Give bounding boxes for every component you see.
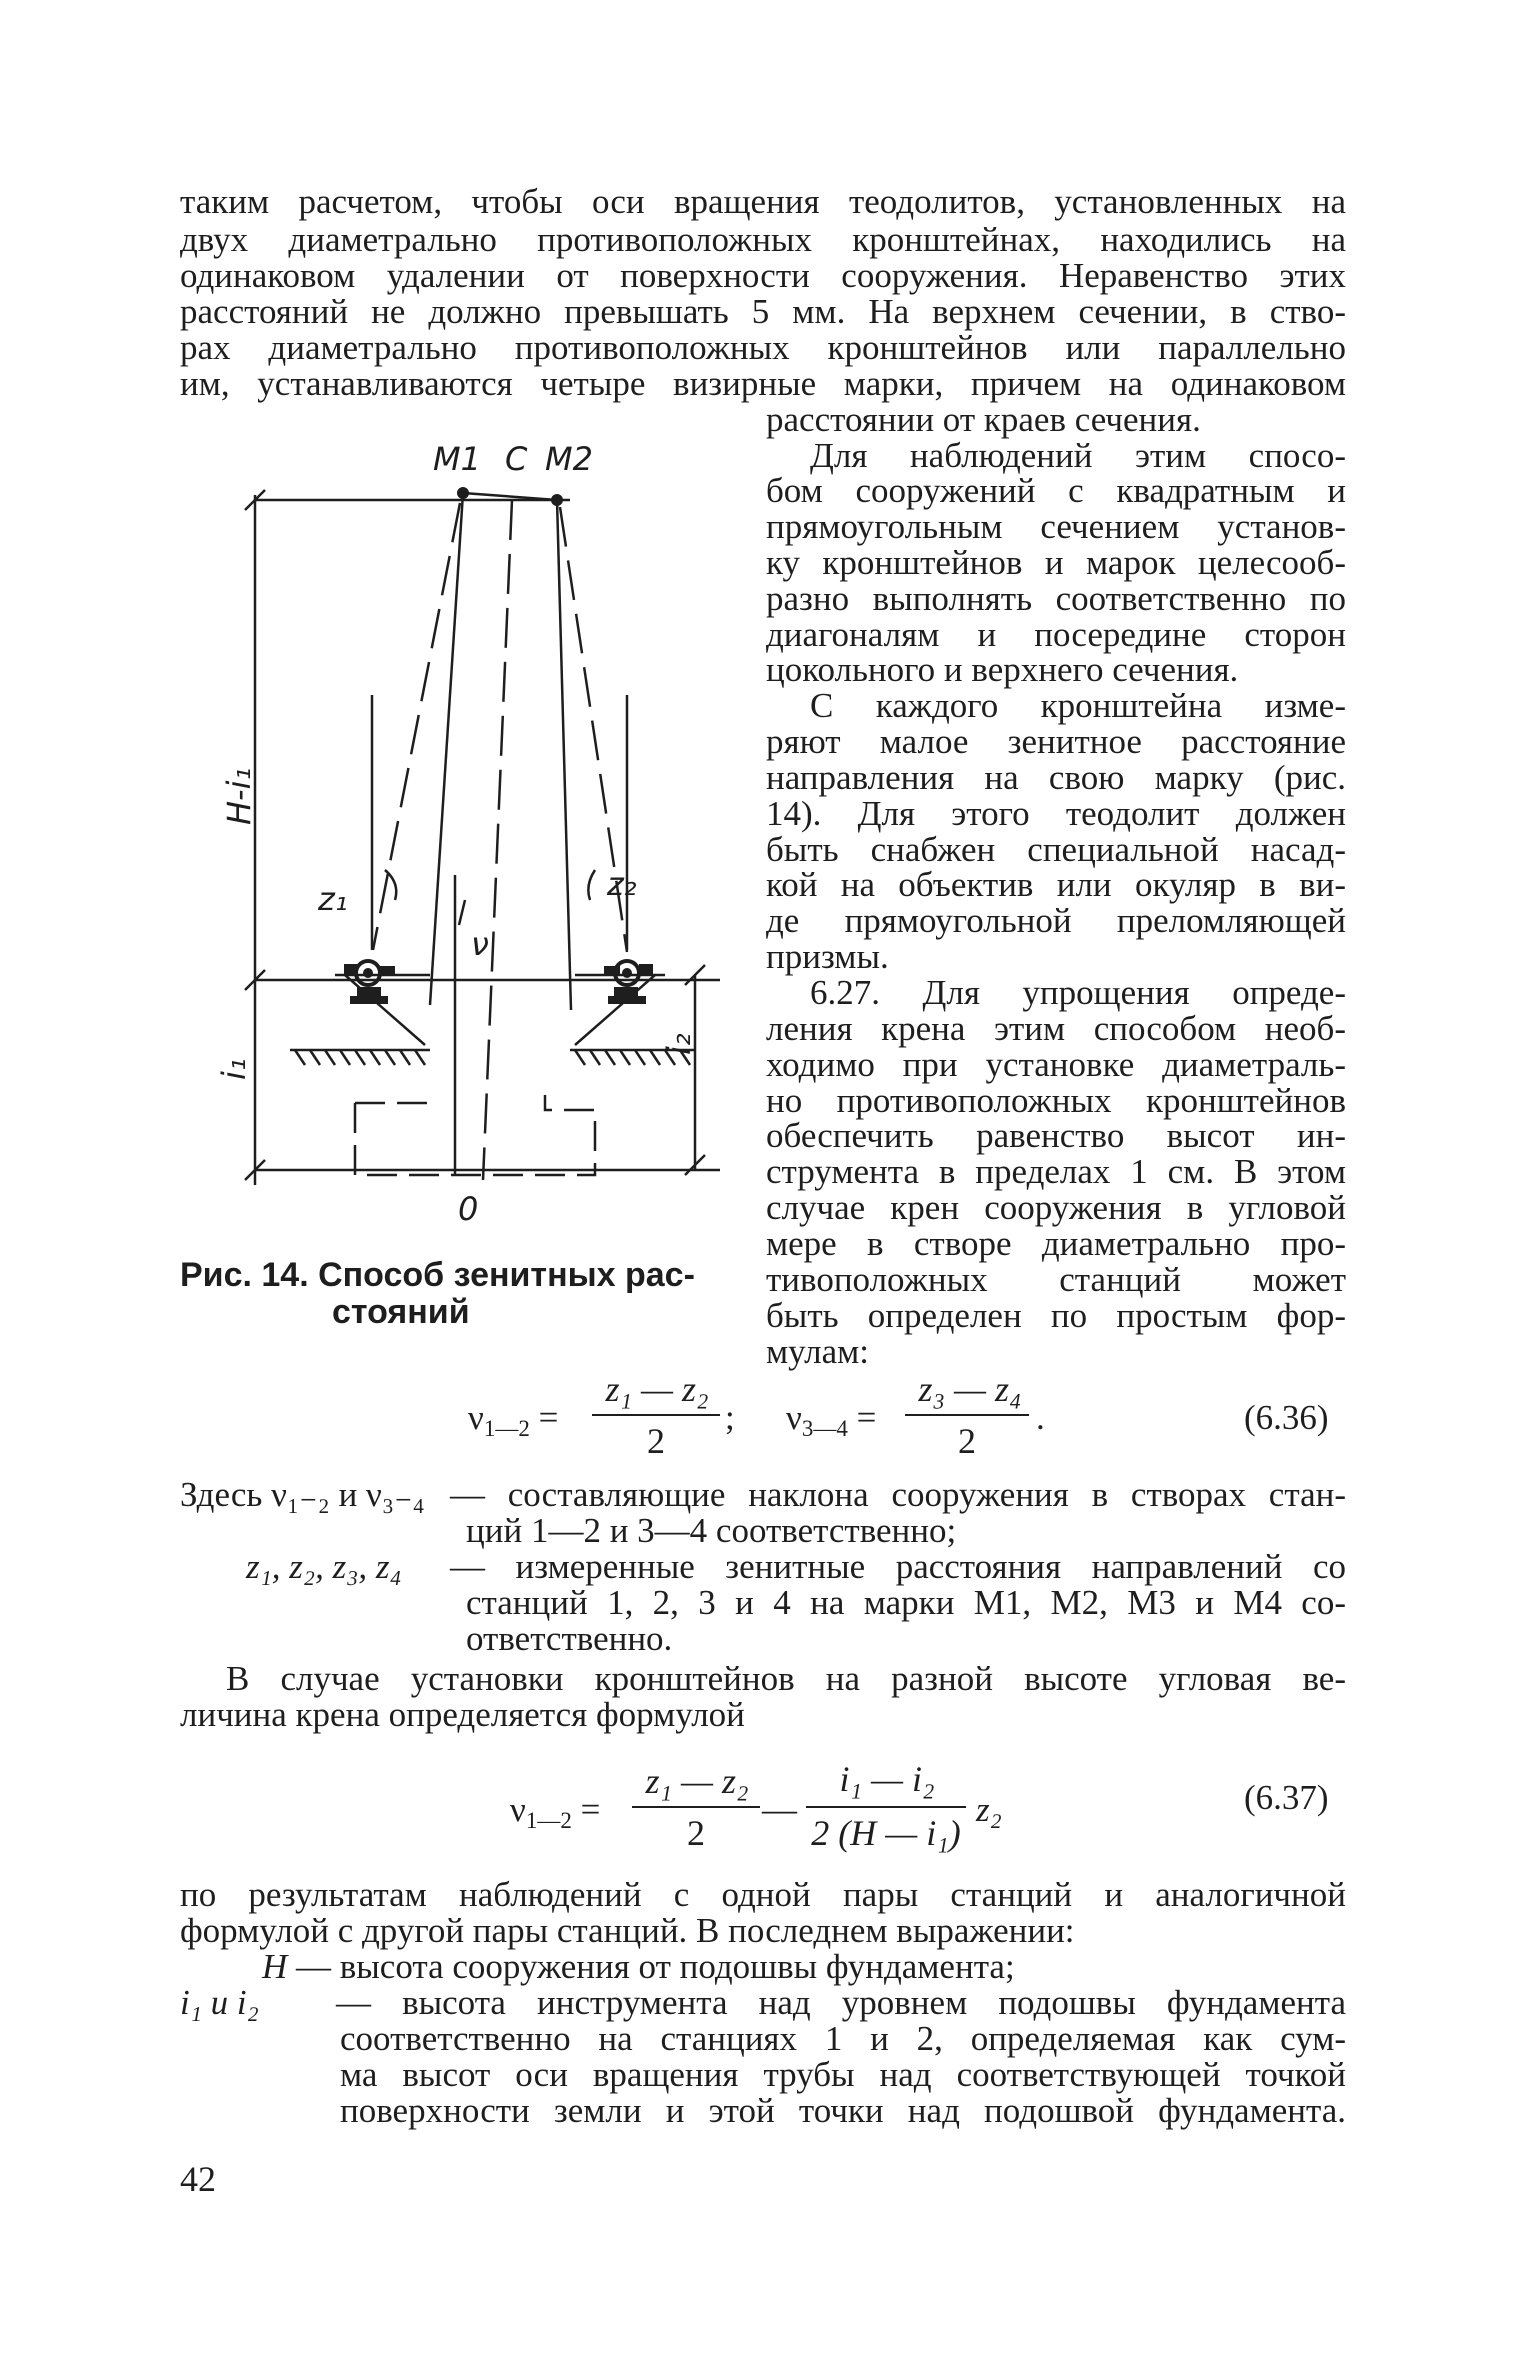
eq-denominator: 2 (H — i₁) xyxy=(811,1813,961,1853)
figure-14-diagram xyxy=(175,445,745,1225)
eq-numerator: z₁ — z₂ xyxy=(645,1761,749,1801)
definition-term: i₁ и i₂ xyxy=(180,1983,259,2022)
text-line: обеспечить равенство высот ин- xyxy=(766,1116,1346,1155)
definition-text: станций 1, 2, 3 и 4 на марки М1, М2, М3 и М4 со- xyxy=(466,1583,1346,1622)
label-i1: i₁ xyxy=(215,1058,253,1080)
eq-denominator: 2 xyxy=(958,1421,976,1461)
eq-subscript: 1—2 xyxy=(525,1808,572,1833)
eq-numerator: z₃ — z₄ xyxy=(918,1369,1022,1409)
definition-text: соответственно на станциях 1 и 2, определяемая как сум- xyxy=(340,2019,1346,2058)
definition-text: ма высот оси вращения трубы над соответствующей точкой xyxy=(340,2055,1346,2094)
text-line: де прямоугольной преломляющей xyxy=(766,901,1346,940)
text-line: таким расчетом, чтобы оси вращения теодолитов, установленных на xyxy=(180,182,1346,221)
text-line: личина крена определяется формулой xyxy=(180,1695,745,1734)
caption-line: Рис. 14. Способ зенитных рас- xyxy=(180,1256,695,1294)
text-line: рах диаметрально противоположных кронштейнов или параллельно xyxy=(180,328,1346,367)
label-nu: ν xyxy=(471,925,489,963)
text-line: быть снабжен специальной насад- xyxy=(766,830,1346,869)
eq-subscript: 1—2 xyxy=(483,1416,530,1441)
text-line: бом сооружений с квадратным и xyxy=(766,471,1346,510)
eq-dot: . xyxy=(1036,1398,1045,1437)
label-h-minus-i1: H-i₁ xyxy=(220,767,258,825)
text-line: но противоположных кронштейнов xyxy=(766,1081,1346,1120)
text-line: расстояний не должно превышать 5 мм. На верхнем сечении, в ство- xyxy=(180,292,1346,331)
eq-tail: z₂ xyxy=(976,1790,1002,1829)
text-line: ходимо при установке диаметраль- xyxy=(766,1045,1346,1084)
fraction-bar xyxy=(806,1806,966,1808)
eq-lhs: ν xyxy=(786,1398,802,1437)
text-line: мере в створе диаметрально про- xyxy=(766,1224,1346,1263)
text-line: цокольного и верхнего сечения. xyxy=(766,650,1239,689)
definition-term: H xyxy=(262,1947,288,1986)
text-line: двух диаметрально противоположных кронштейнах, находились на xyxy=(180,220,1346,259)
label-m2: M2 xyxy=(545,445,593,478)
eq-lhs: ν xyxy=(510,1790,526,1829)
equation-number: (6.36) xyxy=(1244,1398,1329,1437)
text-line: С каждого кронштейна изме- xyxy=(810,686,1346,725)
definition-text: — высота инструмента над уровнем подошвы фундамента xyxy=(336,1983,1346,2022)
label-m1: M1 xyxy=(433,445,481,478)
text-line: Для наблюдений этим спосо- xyxy=(810,436,1346,475)
text-line: случае крен сооружения в угловой xyxy=(766,1188,1346,1227)
fraction-bar xyxy=(905,1414,1029,1416)
text-line: быть определен по простым фор- xyxy=(766,1296,1346,1335)
eq-minus: — xyxy=(762,1790,797,1829)
text-line: формулой с другой пары станций. В последнем выражении: xyxy=(180,1911,1075,1950)
text-line: призмы. xyxy=(766,937,889,976)
eq-denominator: 2 xyxy=(647,1421,665,1461)
label-i2: i₂ xyxy=(660,1033,698,1055)
text-line: ку кронштейнов и марок целесооб- xyxy=(766,543,1346,582)
text-line: ления крена этим способом необ- xyxy=(766,1009,1346,1048)
definition-text: — измеренные зенитные расстояния направлений со xyxy=(450,1547,1346,1586)
fraction-bar xyxy=(592,1414,720,1416)
text-line: кой на объектив или окуляр в ви- xyxy=(766,865,1346,904)
definition-text: — составляющие наклона сооружения в створах стан- xyxy=(450,1475,1346,1514)
text-line: 14). Для этого теодолит должен xyxy=(766,794,1346,833)
definition-text: поверхности земли и этой точки над подошвой фундамента. xyxy=(340,2091,1346,2130)
definition-text: ответственно. xyxy=(466,1619,673,1658)
text-line: диагоналям и посередине сторон xyxy=(766,615,1346,654)
definition-term: Здесь ν₁₋₂ и ν₃₋₄ xyxy=(180,1475,425,1514)
page-number: 42 xyxy=(180,2159,216,2199)
text-line: им, устанавливаются четыре визирные марки, причем на одинаковом xyxy=(180,364,1346,403)
text-line: направления на свою марку (рис. xyxy=(766,758,1346,797)
text-line: прямоугольным сечением установ- xyxy=(766,507,1346,546)
eq-numerator: z₁ — z₂ xyxy=(605,1369,709,1409)
text-line: расстоянии от краев сечения. xyxy=(766,400,1201,439)
text-line: ряют малое зенитное расстояние xyxy=(766,722,1346,761)
text-line: разно выполнять соответственно по xyxy=(766,579,1346,618)
eq-denominator: 2 xyxy=(687,1813,705,1853)
eq-subscript: 3—4 xyxy=(801,1416,848,1441)
text-line: струмента в пределах 1 см. В этом xyxy=(766,1152,1346,1191)
label-c: C xyxy=(505,445,528,478)
fraction-bar xyxy=(632,1806,760,1808)
definition-term: z₁, z₂, z₃, z₄ xyxy=(246,1547,402,1586)
text-line: по результатам наблюдений с одной пары станций и аналогичной xyxy=(180,1875,1346,1914)
label-z1: z₁ xyxy=(318,880,348,918)
text-line: одинаковом удалении от поверхности сооружения. Неравенство этих xyxy=(180,256,1346,295)
label-z2: z₂ xyxy=(607,865,637,903)
definition-text: ций 1—2 и 3—4 соответственно; xyxy=(466,1511,957,1550)
text-line: мулам: xyxy=(766,1332,869,1371)
text-line: В случае установки кронштейнов на разной высоте угловая ве- xyxy=(226,1659,1346,1698)
eq-lhs: ν xyxy=(468,1398,484,1437)
text-line: 6.27. Для упрощения опреде- xyxy=(810,973,1346,1012)
caption-line: стояний xyxy=(332,1293,470,1331)
text-line: тивоположных станций может xyxy=(766,1260,1346,1299)
definition-text: — высота сооружения от подошвы фундамента; xyxy=(296,1947,1015,1986)
eq-separator: ; xyxy=(725,1398,735,1437)
label-zero: 0 xyxy=(458,1190,479,1225)
equation-number: (6.37) xyxy=(1244,1778,1329,1817)
eq-numerator: i₁ — i₂ xyxy=(839,1759,935,1799)
